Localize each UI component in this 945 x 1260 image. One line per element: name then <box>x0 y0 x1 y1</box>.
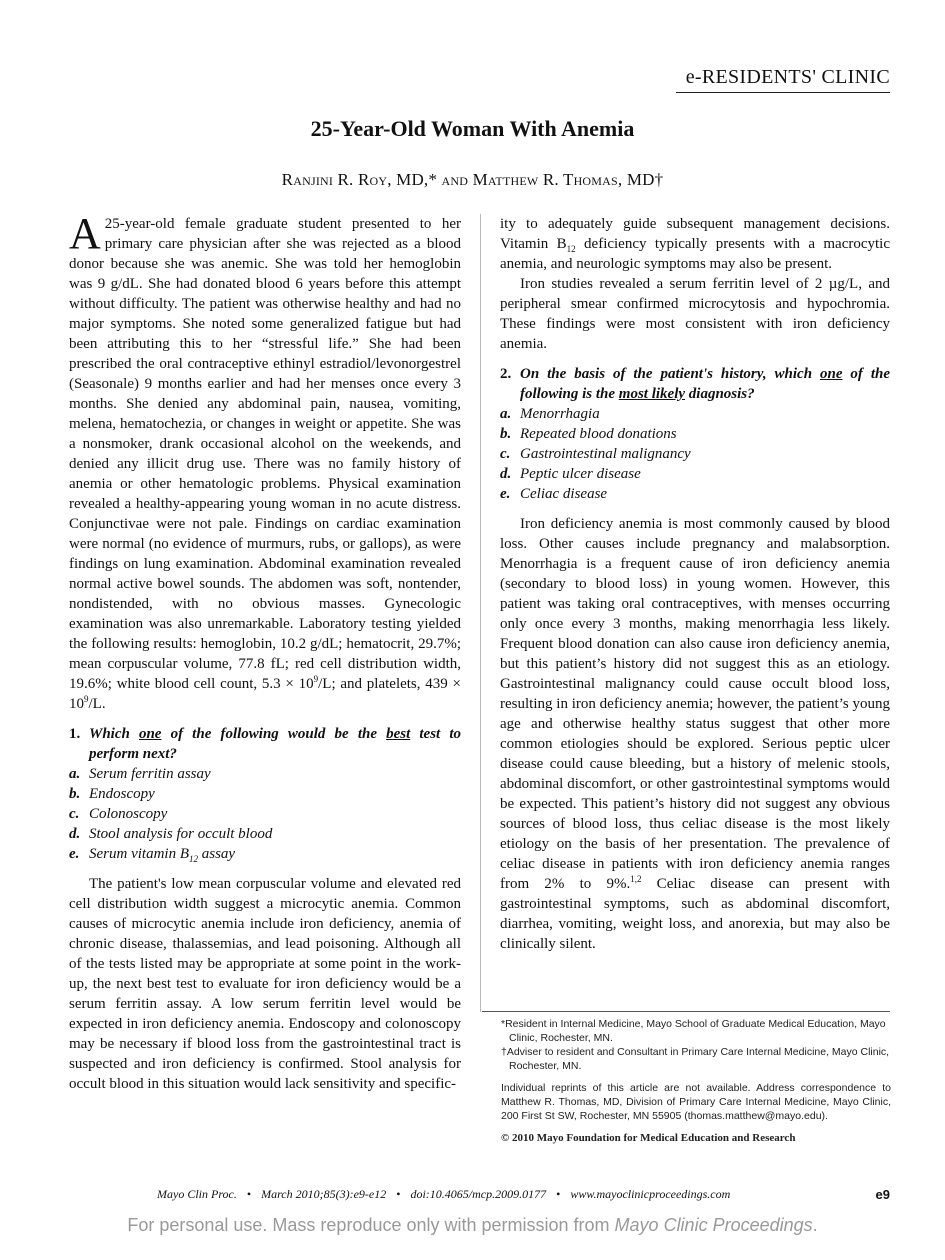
right-column <box>500 214 890 954</box>
reprints-note: Individual reprints of this article are not available. Address correspondence to Matthew R. Thomas, MD, Division of Primary Care Internal Medicine, Mayo Clinic, 200 First St SW, Rochester, MN 55905 (thomas.matthew@mayo.edu). <box>501 1082 891 1122</box>
column-divider <box>480 214 481 1012</box>
citation-line: Mayo Clin Proc. • March 2010;85(3):e9-e12 • doi:10.4065/mcp.2009.0177 • www.mayoclinicproceedings.com <box>157 1187 731 1201</box>
case-intro-paragraph: A 25-year-old female graduate student presented to her primary care physician after she was rejected as a blood donor because she was anemic. She was told her hemoglobin was 9 g/dL. She had donated blood 6 years before this attempt without difficulty. The patient was otherwise healthy and had no major symptoms. She noted some generalized fatigue but had been attributing this to her “stressful life.” She had been prescribed the oral contraceptive ethinyl estradiol/levonorgestrel (Seasonale) 9 months earlier and had her menses once every 3 months. She denied any abdominal pain, nausea, vomiting, melena, hematochezia, or changes in weight or appetite. She was a nonsmoker, drank occasional alcohol on the weekends, and denied any illicit drug use. There was no family history of anemia or other hematologic problems. Physical examination revealed a healthy-appearing young woman in no acute distress. Conjunctivae were not pale. Findings on cardiac examination were normal (no evidence of murmurs, rubs, or gallops), as were findings on lung examination. Abdominal examination revealed normal active bowel sounds. The abdomen was soft, nontender, nondistended, with no obvious masses. Gynecologic examination was also unremarkable. Laboratory testing yielded the following results: hemoglobin, 10.2 g/dL; hematocrit, 29.7%; mean corpuscular volume, 77.8 fL; red cell distribution width, 19.6%; white blood cell count, $5.3 \times 10^9/L$; and platelets, $439 \times 10^9/L$. <box>69 209 461 712</box>
question-1 <box>69 724 461 764</box>
question-2-options <box>500 404 890 504</box>
option-item: d. Peptic ulcer disease <box>500 466 641 482</box>
option-item: d. Stool analysis for occult blood <box>69 826 273 842</box>
question-2 <box>500 364 890 404</box>
question-text: On the basis of the patient's history, which one of the following is the most likely diagnosis? <box>520 366 890 402</box>
footnote-rule <box>482 1011 890 1012</box>
author-affiliation-2: †Adviser to resident and Consultant in Primary Care Internal Medicine, Mayo Clinic, Rochester, MN. <box>501 1046 890 1072</box>
author-affiliation-1: *Resident in Internal Medicine, Mayo School of Graduate Medical Education, Mayo Clinic, Rochester, MN. <box>501 1018 886 1044</box>
option-item: a. Serum ferritin assay <box>69 766 211 782</box>
iron-studies-paragraph: Iron studies revealed a serum ferritin level of 2 µg/L, and peripheral smear confirmed microcytosis and hypochromia. These findings were most consistent with iron deficiency anemia. <box>500 276 890 352</box>
section-heading: e-RESIDENTS' CLINIC <box>685 66 890 88</box>
question-number: 1. <box>69 726 81 742</box>
page-number: e9 <box>875 1187 890 1202</box>
section-heading-rule <box>676 92 890 93</box>
option-item: b. Endoscopy <box>69 786 155 802</box>
option-item: c. Colonoscopy <box>69 806 168 822</box>
option-item: b. Repeated blood donations <box>500 426 677 442</box>
copyright-notice: © 2010 Mayo Foundation for Medical Education and Research <box>501 1132 796 1144</box>
question-number: 2. <box>500 366 512 382</box>
drop-cap: A <box>69 209 101 258</box>
option-item: c. Gastrointestinal malignancy <box>500 446 691 462</box>
left-column <box>69 209 461 1094</box>
journal-url: www.mayoclinicproceedings.com <box>570 1187 731 1201</box>
option-item: e. Serum vitamin $B_{12}$ assay <box>69 846 236 864</box>
answer-discussion-paragraph: Iron deficiency anemia is most commonly caused by blood loss. Other causes include pregnancy and malabsorption. Menorrhagia is a frequent cause of iron deficiency anemia (secondary to blood loss) in young women. However, this patient was taking oral contraceptives, with menses occurring only once every 3 months, making menorrhagia less likely. Frequent blood donation can also cause iron deficiency anemia, but this patient’s history did not suggest this as an etiology. Gastrointestinal malignancy could cause occult blood loss, resulting in iron deficiency anemia; however, the patient’s young age and otherwise healthy status suggest that other more common etiologies should be explored. Serious peptic ulcer disease could cause bleeding, but a history of melenic stools, abdominal discomfort, or other gastrointestinal symptoms would be expected. This patient’s history did not suggest any obvious sources of blood loss, thus celiac disease is the most likely etiology on the basis of her presentation. The prevalence of celiac disease in patients with iron deficiency anemia ranges from 2% to 9%.$^{1,2}$ Celiac disease can present with gastrointestinal symptoms, such as abdominal discomfort, diarrhea, vomiting, weight loss, and anorexia, but may also be clinically silent. <box>500 516 890 952</box>
discussion-paragraph: The patient's low mean corpuscular volume and elevated red cell distribution width suggest a microcytic anemia. Common causes of microcytic anemia include iron deficiency, anemia of chronic disease, thalassemias, and lead poisoning. Although all of the tests listed may be appropriate at some point in the work-up, the next best test to evaluate for iron deficiency would be a serum ferritin assay. A low serum ferritin level would be expected in iron deficiency anemia. Endoscopy and colonoscopy may be necessary if blood loss from the gastrointestinal tract is suspected and iron deficiency is confirmed. Stool analysis for occult blood in this situation would lack sensitivity and specific- <box>69 876 461 1092</box>
issue-info: March 2010;85(3):e9-e12 <box>261 1187 387 1201</box>
article-authors: Ranjini R. Roy, MD,* and Matthew R. Thomas, MD† <box>281 170 664 189</box>
continued-paragraph: ity to adequately guide subsequent management decisions. Vitamin $B_{12}$ deficiency typically presents with a macrocytic anemia, and neurologic symptoms may also be present. <box>500 216 890 272</box>
question-1-options <box>69 764 461 864</box>
option-item: a. Menorrhagia <box>500 406 600 422</box>
article-title: 25-Year-Old Woman With Anemia <box>310 116 635 141</box>
usage-watermark: For personal use. Mass reproduce only with permission from Mayo Clinic Proceedings. <box>127 1215 818 1235</box>
option-item: e. Celiac disease <box>500 486 608 502</box>
doi: doi:10.4065/mcp.2009.0177 <box>410 1187 547 1201</box>
question-text: Which one of the following would be the best test to perform next? <box>89 726 461 762</box>
footnotes <box>501 1017 891 1145</box>
journal-name: Mayo Clin Proc. <box>157 1187 237 1201</box>
